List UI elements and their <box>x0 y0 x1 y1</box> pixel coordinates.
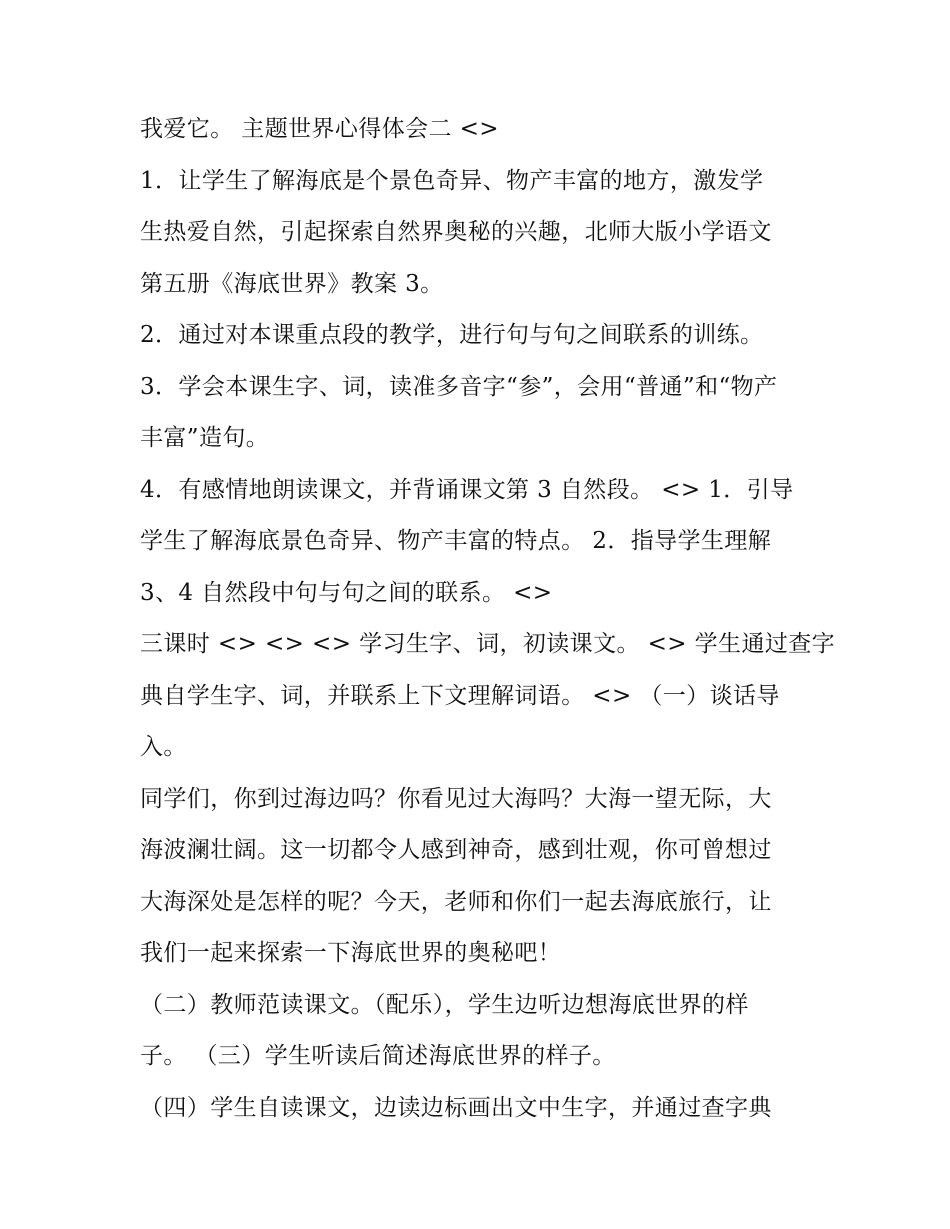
text-line: 三课时 <> <> <> 学习生字、词，初读课文。 <> 学生通过查字 <box>140 631 836 657</box>
text-line: 1．让学生了解海底是个景色奇异、物产丰富的地方，激发学 <box>140 167 764 194</box>
text-line: 典自学生字、词，并联系上下文理解词语。 <> （一）谈话导 <box>140 682 780 709</box>
text-line: 学生了解海底景色奇异、物产丰富的特点。 2．指导学生理解 <box>140 528 772 554</box>
text-line: 我爱它。 主题世界心得体会二 <> <box>140 116 499 142</box>
document-body <box>140 104 836 1134</box>
text-line: 海波澜壮阔。这一切都令人感到神奇，感到壮观，你可曾想过 <box>140 837 772 863</box>
text-line: 大海深处是怎样的呢？今天，老师和你们一起去海底旅行，让 <box>140 888 772 915</box>
text-line: 2．通过对本课重点段的教学，进行句与句之间联系的训练。 <box>140 322 764 348</box>
text-line: 3．学会本课生字、词，读准多音字“参”，会用“普通”和“物产 <box>140 373 778 400</box>
text-line: 同学们，你到过海边吗？你看见过大海吗？大海一望无际，大 <box>140 785 772 812</box>
text-line: 3、4 自然段中句与句之间的联系。 <> <box>140 579 553 606</box>
text-line: （二）教师范读课文。（配乐），学生边听边想海底世界的样 <box>140 991 749 1018</box>
text-line: 丰富”造句。 <box>140 425 270 451</box>
text-line: 入。 <box>140 734 187 760</box>
text-line: 第五册《海底世界》教案 3。 <box>140 270 444 297</box>
text-line: 4．有感情地朗读课文，并背诵课文第 3 自然段。 <> 1．引导 <box>140 476 794 503</box>
text-line: 子。 （三）学生听读后简述海底世界的样子。 <box>140 1043 616 1069</box>
text-line: 生热爱自然，引起探索自然界奥秘的兴趣，北师大版小学语文 <box>140 219 772 245</box>
text-line: 我们一起来探索一下海底世界的奥秘吧！ <box>140 940 562 966</box>
text-line: （四）学生自读课文，边读边标画出文中生字，并通过查字典 <box>140 1094 772 1121</box>
